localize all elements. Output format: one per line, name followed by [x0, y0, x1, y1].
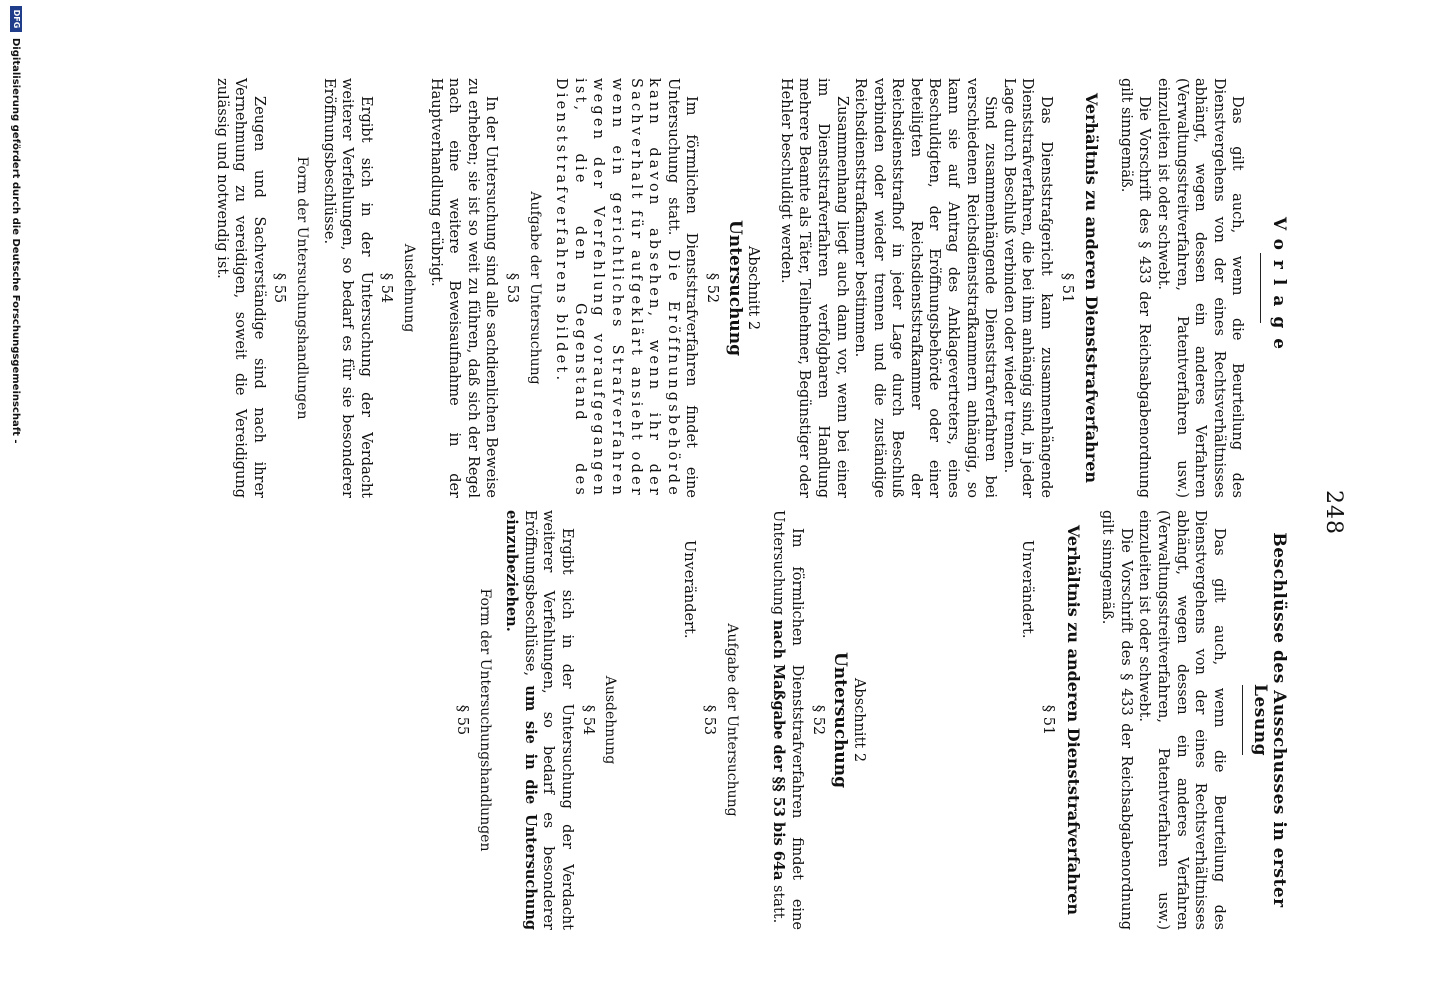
section-text — [769, 510, 806, 930]
intro-paragraph-2: Die Vorschrift des § 433 der Reichsabgabenordnung gilt sinngemäß. — [1099, 510, 1134, 930]
section-text: Ergibt sich in der Untersuchung der Verdacht weiterer Verfehlungen, so bedarf es für sie besonderer Eröffnungsbeschlüsse. — [320, 78, 374, 498]
column-vorlage — [212, 78, 1289, 498]
dfg-footer — [10, 6, 22, 444]
section-title: Form der Untersuchungshandlungen — [476, 588, 493, 852]
paragraph-number: § 53 — [504, 272, 521, 304]
unchanged-note: Unverändert. — [1019, 540, 1036, 639]
section-text-part: statt. — [770, 885, 787, 924]
section-text: Zeugen und Sachverständige sind nach ihrer Vernehmung zu vereidigen, soweit die Vereidigung zulässig und notwendig ist. — [213, 78, 267, 498]
spaced-text: Die Eröffnungsbehörde kann davon absehen, wenn ihr der Sachverhalt für aufgeklärt ansieht oder wenn ein gerichtliches Strafverfahren wegen der Verfehlung voraufgegangen ist, die den Gegenstand des Dienststrafverfahrens bildet. — [553, 78, 681, 498]
section-title: Verhältnis zu anderen Dienststrafverfahren — [1063, 524, 1083, 916]
section-title: Form der Untersuchungshandlungen — [294, 156, 311, 420]
amendment-bold: um sie in die Untersuchung einzubeziehen. — [503, 510, 539, 930]
section-title: Ausdehnung — [602, 675, 619, 765]
dfg-logo: DFG — [10, 6, 22, 32]
intro-paragraph-2: Die Vorschrift des § 433 der Reichsabgabenordnung gilt sinngemäß. — [1117, 78, 1153, 498]
column-heading: Vorlage — [1269, 216, 1289, 360]
heading-rule — [1242, 685, 1243, 755]
column-heading: Beschlüsse des Ausschusses in erster Lesung — [1250, 532, 1289, 908]
paragraph-number: § 53 — [701, 704, 718, 736]
paragraph-number: § 51 — [1040, 704, 1057, 736]
paragraph-number: § 51 — [1058, 272, 1075, 304]
section-title: Ausdehnung — [401, 243, 418, 333]
section-title: Aufgabe der Untersuchung — [723, 623, 740, 817]
amendment-bold: nach Maßgabe der §§ 53 bis 64a — [770, 619, 788, 881]
intro-paragraph: Das gilt auch, wenn die Beurteilung des Dienstvergehens von der eines Rechtsverhältnisses abhängt, wegen dessen ein anderes Verfahren (Verwaltungsstreitverfahren, Patentverfahren usw.) einzuleiten ist oder schwebt. — [1155, 78, 1246, 498]
column-beschluesse — [450, 510, 1289, 930]
abschnitt-label: Abschnitt 2 — [745, 245, 762, 331]
abschnitt-label: Abschnitt 2 — [850, 677, 867, 763]
section-text-part: Ergibt sich in der Untersuchung der Verdacht weiterer Verfehlungen, so bedarf es besonderer Eröffnungsbeschlüsse, — [521, 510, 575, 930]
page-number: 248 — [1321, 490, 1346, 535]
heading-rule — [1260, 253, 1261, 323]
section-text: In der Untersuchung sind alle sachdienlichen Beweise zu erheben; sie ist so weit zu führen, daß sich der Regel nach eine weitere Beweisaufnahme in der Hauptverhandlung erübrigt. — [427, 78, 500, 498]
paragraph-number: § 54 — [378, 272, 395, 304]
section-title: Verhältnis zu anderen Dienststrafverfahren — [1082, 92, 1102, 484]
unchanged-note: Unverändert. — [680, 540, 697, 639]
section-text-part: Im förmlichen Dienststrafverfahren findet eine Untersuchung — [770, 510, 806, 930]
abschnitt-title: Untersuchung — [830, 651, 851, 789]
footer-text: Digitalisierung gefördert durch die Deutsche Forschungsgemeinschaft - — [10, 38, 22, 444]
intro-paragraph: Das gilt auch, wenn die Beurteilung des Dienstvergehens von der eines Rechtsverhältnisses abhängt, wegen dessen ein anderes Verfahren (Verwaltungsstreitverfahren, Patentverfahren usw.) einzuleiten ist oder schwebt. — [1136, 510, 1227, 930]
section-text — [552, 78, 701, 498]
paragraph-number: § 54 — [579, 704, 596, 736]
paragraph-number: § 52 — [809, 704, 826, 736]
section-text: Sind zusammenhängende Dienststrafverfahren bei verschiedenen Reichsdienststrafkammern anhängig, so kann sie auf Antrag des Anklagevertreters, eines Beschuldigten, der Eröffnungsbehörde oder einer beteiligten Reichsdienststrafkammer der Reichsdienststrafhof in jeder Lage durch Beschluß verbinden oder wieder trennen und die zuständige Reichsdienststrafkammer bestimmen. — [852, 78, 999, 498]
paragraph-number: § 55 — [453, 704, 470, 736]
section-text: Das Dienststrafgericht kann zusammenhängende Dienststrafverfahren, die bei ihm anhängig sind, in jeder Lage durch Beschluß verbinden oder wieder trennen. — [1000, 78, 1055, 498]
abschnitt-title: Untersuchung — [724, 219, 745, 357]
section-text: Zusammenhang liegt auch dann vor, wenn bei einer im Dienststrafverfahren verfolgbaren Handlung mehrere Beamte als Täter, Teilnehmer, Begünstiger oder Hehler beschuldigt werden. — [777, 78, 850, 498]
paragraph-number: § 52 — [703, 272, 720, 304]
paragraph-number: § 55 — [271, 272, 288, 304]
section-text — [502, 510, 576, 930]
section-title: Aufgabe der Untersuchung — [526, 191, 543, 385]
section-text-part: Im förmlichen Dienststrafverfahren findet eine Untersuchung statt. — [664, 78, 700, 498]
